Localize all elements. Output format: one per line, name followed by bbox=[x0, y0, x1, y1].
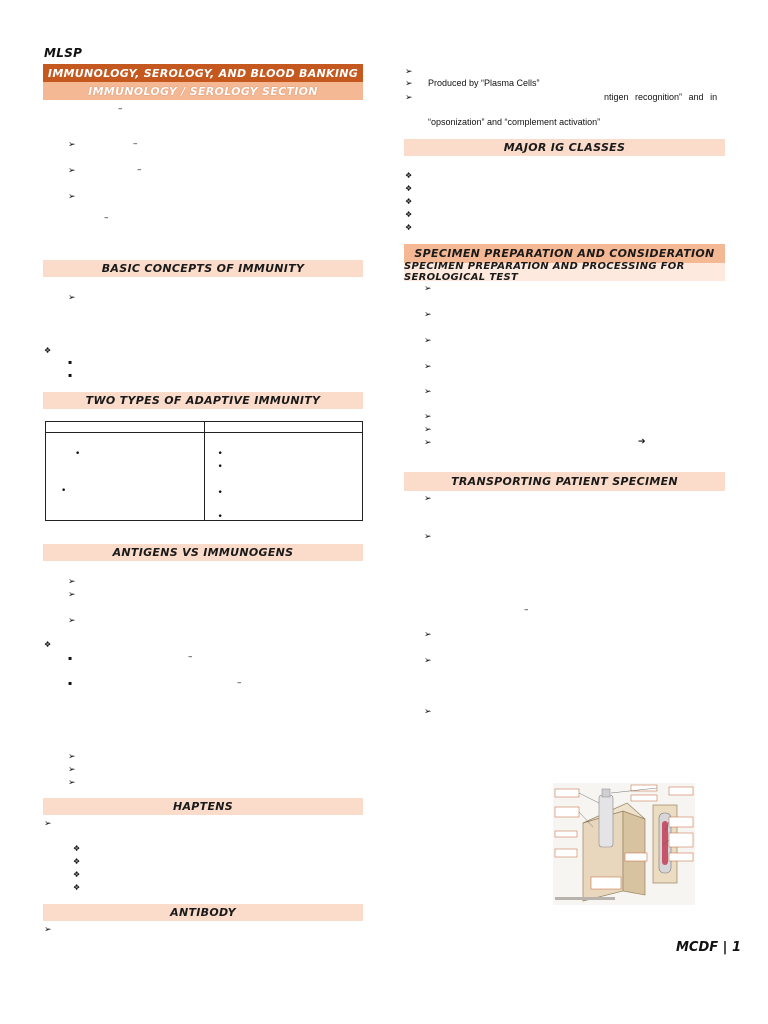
section-title: IMMUNOLOGY / SEROLOGY SECTION bbox=[88, 84, 318, 98]
arrow-bullet: ➢ bbox=[424, 284, 432, 294]
arrow-bullet: ➢ bbox=[68, 616, 76, 626]
arrow-bullet: ➢ bbox=[68, 752, 76, 762]
square-bullet: ▪ bbox=[68, 372, 73, 379]
table-cell bbox=[204, 433, 363, 521]
arrow-bullet: ➢ bbox=[424, 532, 432, 542]
diamond-bullet: ❖ bbox=[73, 883, 81, 892]
antigen-recognition-text: ntigen recognition” and in bbox=[604, 92, 718, 102]
transport-bar bbox=[404, 472, 725, 491]
diamond-bullet: ❖ bbox=[44, 640, 52, 649]
dot-bullet: • bbox=[217, 512, 223, 522]
diamond-bullet: ❖ bbox=[405, 210, 413, 219]
arrow-bullet: ➢ bbox=[424, 412, 432, 422]
diamond-bullet: ❖ bbox=[405, 184, 413, 193]
arrow-bullet: ➢ bbox=[424, 387, 432, 397]
plasma-cells-text: Produced by “Plasma Cells” bbox=[428, 78, 540, 88]
arrow-bullet: ➢ bbox=[424, 425, 432, 435]
dash: – bbox=[524, 605, 529, 615]
specimen-packaging-figure bbox=[553, 783, 695, 905]
major-ig-title: MAJOR IG CLASSES bbox=[503, 141, 626, 154]
arrow-bullet: ➢ bbox=[424, 362, 432, 372]
arrow-bullet: ➢ bbox=[424, 310, 432, 320]
transport-title: TRANSPORTING PATIENT SPECIMEN bbox=[451, 475, 678, 488]
square-bullet: ▪ bbox=[68, 655, 73, 662]
diamond-bullet: ❖ bbox=[44, 346, 52, 355]
arrow-bullet: ➢ bbox=[424, 630, 432, 640]
antigens-title: ANTIGENS VS IMMUNOGENS bbox=[112, 546, 294, 559]
dot-bullet: • bbox=[217, 462, 223, 472]
arrow-bullet: ➢ bbox=[68, 192, 76, 202]
right-arrow-icon: ➔ bbox=[638, 437, 646, 447]
arrow-bullet: ➢ bbox=[424, 494, 432, 504]
diamond-bullet: ❖ bbox=[73, 857, 81, 866]
table-cell bbox=[46, 433, 205, 521]
basic-concepts-title: BASIC CONCEPTS OF IMMUNITY bbox=[101, 262, 305, 275]
adaptive-immunity-table bbox=[45, 421, 363, 521]
dash: – bbox=[237, 678, 242, 688]
diamond-bullet: ❖ bbox=[405, 223, 413, 232]
dash: – bbox=[137, 165, 142, 175]
section-title-bar bbox=[43, 82, 363, 100]
arrow-bullet: ➢ bbox=[405, 67, 413, 77]
specimen-proc-title: SPECIMEN PREPARATION AND PROCESSING FOR SEROLOGICAL TEST bbox=[404, 261, 685, 283]
major-ig-bar bbox=[404, 139, 725, 156]
diamond-bullet: ❖ bbox=[73, 844, 81, 853]
dot-bullet: • bbox=[217, 488, 223, 498]
specimen-prep-title: SPECIMEN PREPARATION AND CONSIDERATION bbox=[414, 247, 715, 260]
arrow-bullet: ➢ bbox=[68, 140, 76, 150]
dot-bullet: • bbox=[75, 449, 81, 459]
arrow-bullet: ➢ bbox=[68, 293, 76, 303]
square-bullet: ▪ bbox=[68, 680, 73, 687]
basic-concepts-bar bbox=[43, 260, 363, 277]
arrow-bullet: ➢ bbox=[424, 336, 432, 346]
specimen-proc-bar bbox=[404, 263, 725, 281]
arrow-bullet: ➢ bbox=[68, 778, 76, 788]
diamond-bullet: ❖ bbox=[405, 171, 413, 180]
dash: – bbox=[188, 652, 193, 662]
table-header-cell bbox=[204, 422, 363, 433]
arrow-bullet: ➢ bbox=[424, 656, 432, 666]
main-title-bar bbox=[43, 64, 363, 82]
square-bullet: ▪ bbox=[68, 359, 73, 366]
arrow-bullet: ➢ bbox=[68, 577, 76, 587]
packaging-illustration bbox=[553, 783, 695, 905]
arrow-bullet: ➢ bbox=[68, 765, 76, 775]
dash: – bbox=[118, 104, 123, 114]
diamond-bullet: ❖ bbox=[73, 870, 81, 879]
dot-bullet: • bbox=[217, 449, 223, 459]
haptens-bar bbox=[43, 798, 363, 815]
arrow-bullet: ➢ bbox=[44, 925, 52, 935]
dash: – bbox=[133, 139, 138, 149]
haptens-title: HAPTENS bbox=[172, 800, 234, 813]
arrow-bullet: ➢ bbox=[424, 438, 432, 448]
antigens-bar bbox=[43, 544, 363, 561]
dot-bullet: • bbox=[61, 486, 67, 496]
diamond-bullet: ❖ bbox=[405, 197, 413, 206]
adaptive-title: TWO TYPES OF ADAPTIVE IMMUNITY bbox=[85, 394, 321, 407]
opsonization-text: “opsonization” and “complement activation” bbox=[428, 117, 601, 127]
antibody-bar bbox=[43, 904, 363, 921]
arrow-bullet: ➢ bbox=[424, 707, 432, 717]
footer-label: MCDF | 1 bbox=[676, 940, 741, 955]
header-code: MLSP bbox=[44, 46, 83, 60]
table-header-cell bbox=[46, 422, 205, 433]
arrow-bullet: ➢ bbox=[405, 79, 413, 89]
main-title: IMMUNOLOGY, SEROLOGY, AND BLOOD BANKING bbox=[47, 66, 359, 80]
arrow-bullet: ➢ bbox=[68, 166, 76, 176]
adaptive-bar bbox=[43, 392, 363, 409]
antibody-title: ANTIBODY bbox=[170, 906, 236, 919]
arrow-bullet: ➢ bbox=[68, 590, 76, 600]
arrow-bullet: ➢ bbox=[44, 819, 52, 829]
arrow-bullet: ➢ bbox=[405, 93, 413, 103]
dash: – bbox=[104, 213, 109, 223]
